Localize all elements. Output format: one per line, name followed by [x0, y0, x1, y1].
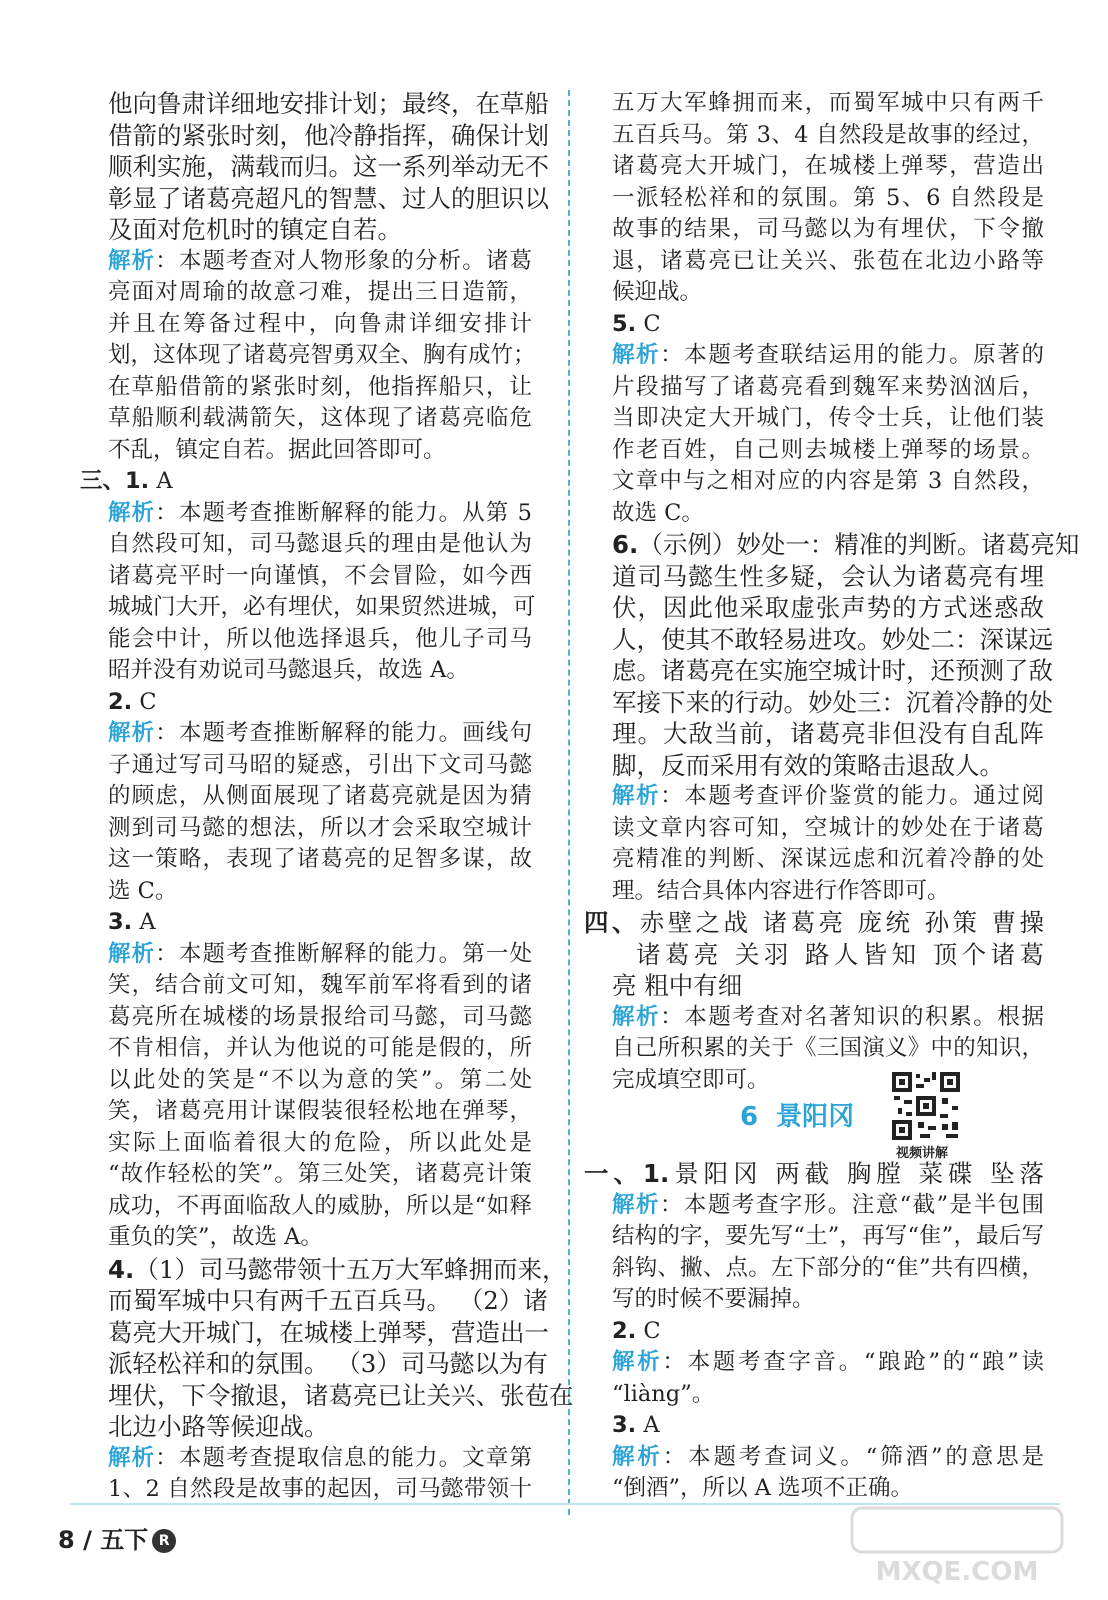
text-line	[108, 1222, 532, 1254]
text-line	[108, 435, 532, 467]
line-text: 理。结合具体内容进行作答即可。	[612, 877, 950, 904]
analysis-line	[108, 498, 532, 530]
text-line	[612, 1379, 1044, 1411]
qr-code-icon[interactable]	[890, 1070, 962, 1142]
page-footer	[58, 1520, 176, 1555]
text-line	[108, 1380, 574, 1412]
line-text: “倒酒”，所以 A 选项不正确。	[612, 1475, 914, 1501]
analysis-line	[612, 1002, 1044, 1034]
analysis-line	[108, 718, 532, 750]
line-text: 借箭的紧张时刻，他冷静指挥，确保计划	[108, 120, 549, 150]
line-text: 自然段可知，司马懿退兵的理由是他认为	[108, 531, 532, 557]
text-line	[612, 813, 1044, 845]
text-line	[612, 1221, 1044, 1253]
text-line	[108, 88, 549, 120]
text-line	[108, 592, 536, 624]
text-line	[108, 624, 532, 656]
analysis-label: 解析	[108, 499, 156, 526]
line-text: 在草船借箭的紧张时刻，他指挥船只，让	[108, 373, 532, 400]
line-text: 军接下来的行动。妙处三：沉着冷静的处	[612, 687, 1053, 717]
answer-line	[612, 529, 1080, 561]
line-text: 亮面对周瑜的故意刁难，提出三日造箭，	[108, 279, 532, 305]
text-line	[108, 876, 532, 908]
text-line	[612, 151, 1044, 183]
line-text: 划，这体现了诸葛亮智勇双全、胸有成竹；	[108, 342, 536, 368]
line-text: 读文章内容可知，空城计的妙处在于诸葛	[612, 814, 1044, 841]
analysis-line	[612, 1347, 1044, 1379]
text-line	[108, 970, 532, 1002]
line-text: 笑，诸葛亮用计谋假装很轻松地在弹琴，	[108, 1098, 532, 1124]
analysis-label: 解析	[612, 1191, 660, 1218]
line-text: 虑。诸葛亮在实施空城计时，还预测了敌	[612, 656, 1053, 685]
text-line	[108, 844, 532, 876]
line-text: 候迎战。	[612, 279, 703, 305]
analysis-label: 解析	[108, 1444, 156, 1471]
text-line	[612, 939, 1044, 971]
edition-badge: R	[152, 1529, 176, 1553]
line-text: A	[132, 909, 156, 935]
text-line	[108, 277, 532, 309]
line-text: ：本题考查对人物形象的分析。诸葛	[155, 247, 532, 274]
right-column	[584, 88, 1080, 1096]
page-number: 8	[58, 1526, 75, 1554]
text-line	[612, 970, 1044, 1002]
line-text: ：本题考查评价鉴赏的能力。通过阅	[660, 783, 1044, 809]
text-line	[108, 1002, 532, 1034]
analysis-line	[612, 781, 1044, 813]
text-line	[612, 876, 1044, 908]
line-text: 草船顺利载满箭矢，这体现了诸葛亮临危	[108, 405, 532, 431]
text-line	[612, 624, 1053, 656]
footer-separator: /	[83, 1526, 92, 1554]
line-text: “故作轻松的笑”。第三处笑，诸葛亮计策	[108, 1161, 532, 1187]
line-text: ：本题考查推断解释的能力。画线句	[155, 720, 532, 746]
text-line	[108, 781, 532, 813]
column-divider	[568, 90, 570, 1515]
line-text: 亮精准的判断、深谋远虑和沉着冷静的处	[612, 846, 1044, 872]
line-text: ：本题考查推断解释的能力。第一处	[155, 940, 532, 967]
answer-line	[612, 1316, 1044, 1348]
text-line	[108, 813, 532, 845]
line-text: A	[149, 468, 173, 494]
lesson-number: 6	[740, 1102, 759, 1132]
text-line	[108, 1065, 532, 1097]
text-line	[108, 340, 536, 372]
line-text: 埋伏，下令撤退，诸葛亮已让关兴、张苞在	[108, 1380, 574, 1410]
analysis-label: 解析	[612, 342, 661, 368]
text-line	[612, 1033, 1044, 1065]
line-text: 彰显了诸葛亮超凡的智慧、过人的胆识以	[108, 183, 549, 213]
answer-line	[584, 907, 1044, 939]
text-line	[108, 1317, 549, 1349]
question-number: 1.	[125, 468, 150, 494]
text-line	[108, 183, 549, 215]
text-line	[108, 1096, 532, 1128]
line-text: C	[636, 1317, 661, 1344]
line-text: 景阳冈 两截 胸膛 菜碟 坠落	[669, 1159, 1045, 1188]
text-line	[612, 88, 1044, 120]
line-text: 派轻松祥和的氛围。 （3）司马懿以为有	[108, 1349, 548, 1378]
line-text: 故选 C。	[612, 499, 704, 526]
answer-line	[612, 309, 1044, 341]
line-text: 斜钩、撇、点。左下部分的“隹”共有四横，	[612, 1254, 1044, 1281]
line-text: （1）司马懿带领十五万大军蜂拥而来，	[134, 1254, 567, 1284]
line-text: 1、2 自然段是故事的起因，司马懿带领十	[108, 1476, 532, 1502]
analysis-line	[108, 939, 532, 971]
text-line	[612, 750, 1044, 782]
analysis-label: 解析	[612, 783, 661, 809]
text-line	[108, 529, 532, 561]
text-line	[108, 1033, 532, 1065]
line-text: 笑，结合前文可知，魏军前军将看到的诸	[108, 972, 532, 998]
text-line	[108, 750, 532, 782]
analysis-line	[108, 1443, 532, 1475]
line-text: 选 C。	[108, 877, 178, 904]
text-line	[108, 1348, 548, 1380]
line-text: 五百兵马。第 3、4 自然段是故事的经过，	[612, 121, 1044, 148]
line-text: ：本题考查推断解释的能力。从第 5	[155, 499, 532, 526]
left-column	[80, 88, 574, 1506]
line-text: 写的时候不要漏掉。	[612, 1286, 815, 1312]
line-text: 伏，因此他采取虚张声势的方式迷惑敌	[612, 593, 1044, 622]
line-text: 顺利实施，满载而归。这一系列举动无不	[108, 152, 549, 181]
question-number: 1.	[642, 1159, 670, 1188]
section-marker: 三、	[80, 468, 126, 494]
line-text: 成功，不再面临敌人的威胁，所以是“如释	[108, 1192, 532, 1219]
line-text: 片段描写了诸葛亮看到魏军来势汹汹后，	[612, 373, 1044, 400]
line-text: 诸葛亮 关羽 路人皆知 顶个诸葛	[636, 939, 1044, 969]
analysis-label: 解析	[612, 1349, 663, 1375]
qr-caption: 视频讲解	[896, 1146, 949, 1161]
right-column-lower	[584, 1158, 1045, 1505]
answer-line	[108, 907, 532, 939]
line-text: 昭并没有劝说司马懿退兵，故选 A。	[108, 657, 469, 683]
line-text: 能会中计，所以他选择退兵，他儿子司马	[108, 625, 532, 652]
text-line	[612, 246, 1044, 278]
text-line	[108, 561, 532, 593]
line-text: 实际上面临着很大的危险，所以此处是	[108, 1129, 532, 1156]
line-text: 重负的笑”，故选 A。	[108, 1224, 323, 1250]
line-text: 故事的结果，司马懿以为有埋伏，下令撤	[612, 216, 1044, 242]
line-text: 理。大敌当前，诸葛亮非但没有自乱阵	[612, 719, 1044, 748]
line-text: 道司马懿生性多疑，会认为诸葛亮有埋	[612, 561, 1044, 591]
text-line	[108, 1191, 532, 1223]
question-number: 5.	[612, 310, 637, 337]
text-line	[612, 372, 1044, 404]
line-text: 及面对危机时的镇定自若。	[108, 215, 402, 244]
analysis-label: 解析	[108, 940, 156, 967]
line-text: 诸葛亮平时一向谨慎，不会冒险，如今西	[108, 562, 532, 589]
line-text: 而蜀军城中只有两千五百兵马。 （2）诸	[108, 1286, 548, 1315]
watermark-logo	[842, 1500, 1072, 1588]
analysis-label: 解析	[612, 1003, 661, 1030]
line-text: 人，使其不敢轻易进攻。妙处二：深谋远	[612, 624, 1053, 654]
text-line	[612, 592, 1044, 624]
line-text: 脚，反而采用有效的策略击退敌人。	[612, 750, 1004, 780]
line-text: ：本题考查提取信息的能力。文章第	[155, 1444, 532, 1471]
text-line	[612, 214, 1044, 246]
answer-line	[612, 1410, 1044, 1442]
text-line	[108, 120, 549, 152]
line-text: 葛亮所在城楼的场景报给司马懿，司马懿	[108, 1003, 532, 1030]
line-text: 的顾虑，从侧面展现了诸葛亮就是因为猜	[108, 783, 532, 809]
line-text: 测到司马懿的想法，所以才会采取空城计	[108, 814, 532, 841]
answer-line	[108, 1254, 567, 1286]
analysis-line	[612, 1442, 1044, 1474]
answer-line	[80, 466, 532, 498]
line-text: 一派轻松祥和的氛围。第 5、6 自然段是	[612, 184, 1044, 211]
line-text: 诸葛亮大开城门，在城楼上弹琴，营造出	[612, 153, 1044, 179]
grade-label: 五下	[100, 1526, 149, 1554]
text-line	[108, 309, 532, 341]
section-marker: 四、	[584, 908, 640, 937]
analysis-label: 解析	[108, 720, 156, 746]
line-text: （示例）妙处一：精准的判断。诸葛亮知	[638, 530, 1080, 559]
text-line	[108, 1474, 532, 1506]
line-text: 当即决定大开城门，传令士兵，让他们装	[612, 405, 1044, 431]
text-line	[612, 466, 1044, 498]
text-line	[612, 435, 1044, 467]
text-line	[612, 498, 1044, 530]
text-line	[108, 1159, 532, 1191]
question-number: 3.	[612, 1412, 637, 1438]
text-line	[108, 1411, 532, 1443]
text-line	[108, 214, 532, 246]
line-text: C	[636, 310, 661, 337]
text-line	[612, 403, 1044, 435]
text-line	[108, 1128, 532, 1160]
answer-line	[584, 1158, 1044, 1190]
lesson-title: 景阳冈	[776, 1102, 855, 1132]
text-line	[108, 1285, 548, 1317]
text-line	[612, 183, 1044, 215]
text-line	[612, 120, 1044, 152]
question-number: 6.	[612, 530, 639, 559]
line-text: 城城门大开，必有埋伏，如果贸然进城，可	[108, 594, 536, 620]
line-text: 以此处的笑是“不以为意的笑”。第二处	[108, 1066, 532, 1093]
analysis-label: 解析	[612, 1443, 663, 1470]
line-text: 亮 粗中有细	[612, 971, 743, 1000]
line-text: ：本题考查对名著知识的积累。根据	[660, 1003, 1044, 1030]
line-text: 这一策略，表现了诸葛亮的足智多谋，故	[108, 846, 532, 872]
text-line	[612, 277, 1044, 309]
line-text: 完成填空即可。	[612, 1066, 770, 1093]
line-text: 赤壁之战 诸葛亮 庞统 孙策 曹操	[639, 908, 1045, 937]
text-line	[108, 655, 532, 687]
question-number: 2.	[108, 688, 133, 715]
analysis-line	[612, 340, 1044, 372]
line-text: “liàng”。	[612, 1380, 715, 1407]
line-text: ：本题考查字形。注意“截”是半包围	[659, 1191, 1044, 1218]
question-number: 4.	[108, 1254, 135, 1284]
line-text: 退，诸葛亮已让关兴、张苞在北边小路等	[612, 247, 1044, 274]
line-text: 不乱，镇定自若。据此回答即可。	[108, 436, 446, 463]
watermark-text: MXQE.COM	[875, 1557, 1039, 1587]
line-text: 不肯相信，并认为他说的可能是假的，所	[108, 1035, 532, 1061]
text-line	[612, 687, 1053, 719]
line-text: 结构的字，要先写“土”，再写“隹”，最后写	[612, 1223, 1044, 1249]
text-line	[108, 403, 532, 435]
line-text: ：本题考查词义。“筛酒”的意思是	[662, 1443, 1044, 1470]
answer-line	[108, 687, 532, 719]
text-line	[612, 718, 1044, 750]
line-text: A	[636, 1412, 660, 1438]
line-text: 北边小路等候迎战。	[108, 1412, 329, 1441]
text-line	[612, 844, 1044, 876]
line-text: 葛亮大开城门，在城楼上弹琴，营造出一	[108, 1317, 549, 1347]
question-number: 3.	[108, 909, 133, 935]
section-marker: 一、	[584, 1159, 643, 1188]
line-text: 五万大军蜂拥而来，而蜀军城中只有两千	[612, 90, 1044, 116]
text-line	[108, 372, 532, 404]
line-text: ：本题考查字音。“踉跄”的“踉”读	[662, 1349, 1044, 1375]
text-line	[612, 1253, 1044, 1285]
text-line	[612, 1065, 1044, 1097]
analysis-line	[108, 246, 532, 278]
text-line	[612, 1284, 1044, 1316]
line-text: ：本题考查联结运用的能力。原著的	[660, 342, 1044, 368]
line-text: 子通过写司马昭的疑惑，引出下文司马懿	[108, 751, 532, 778]
line-text: C	[132, 688, 157, 715]
text-line	[108, 151, 549, 183]
line-text: 他向鲁肃详细地安排计划；最终，在草船	[108, 89, 549, 118]
text-line	[612, 561, 1044, 593]
line-text: 并且在筹备过程中，向鲁肃详细安排计	[108, 310, 532, 337]
lesson-heading	[740, 1096, 854, 1133]
text-line	[612, 655, 1053, 687]
line-text: 作老百姓，自己则去城楼上弹琴的场景。	[612, 436, 1044, 463]
analysis-label: 解析	[108, 247, 156, 274]
line-text: 文章中与之相对应的内容是第 3 自然段，	[612, 468, 1044, 494]
question-number: 2.	[612, 1317, 637, 1344]
line-text: 自己所积累的关于《三国演义》中的知识，	[612, 1035, 1044, 1061]
analysis-line	[612, 1190, 1044, 1222]
